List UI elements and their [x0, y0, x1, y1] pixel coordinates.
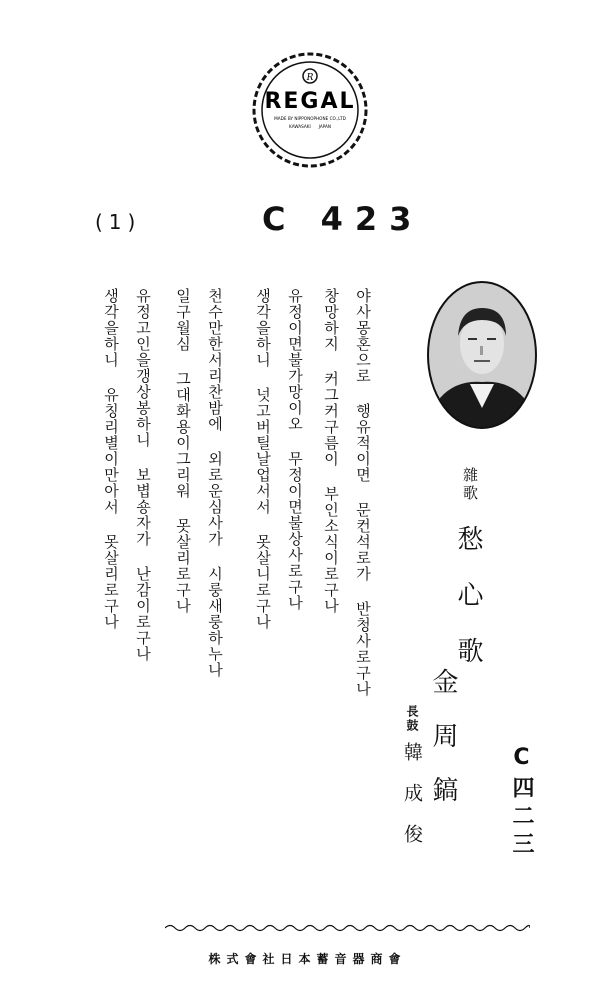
lyric-line-2: 창망하지 커그커구름이 부인소식이로구나	[322, 288, 340, 614]
drummer-name: 韓成俊	[401, 742, 423, 865]
genre-label: 雜歌	[461, 467, 479, 503]
logo-brand: REGAL	[264, 89, 356, 114]
catalog-number: C 423	[262, 200, 424, 238]
lyric-line-7: 유정고인을갱상봉하니 보볍숑자가 난감이로구나	[134, 288, 152, 662]
lyric-line-3: 유정이면불가망이오 무정이면불상사로구나	[286, 288, 304, 611]
footer-wavy-rule	[165, 922, 530, 934]
singer-portrait	[426, 280, 538, 430]
publisher-footer: 株式會社日本蓄音器商會	[208, 952, 407, 966]
logo-place: KAWASAKI JAPAN	[289, 124, 331, 129]
regal-logo	[250, 50, 370, 170]
page-number: (1)	[95, 210, 142, 234]
instrument-label: 長鼓	[405, 705, 419, 733]
logo-subline: MADE BY NIPPONOPHONE CO.,LTD	[274, 116, 346, 121]
lyric-line-5: 천수만한서리찬밤에 외로운심사가 시룽새룽하누나	[206, 288, 224, 678]
song-title: 愁心歌	[453, 525, 483, 693]
catalog-number-vertical: C四二三	[509, 745, 534, 860]
svg-text:R: R	[306, 73, 314, 83]
singer-name: 金周鎬	[428, 668, 458, 830]
lyric-line-6: 일구월심 그대화용이그리워 못살리로구나	[174, 288, 192, 614]
lyric-line-1: 야사몽혼으로 행유적이면 문컨석로가 반청사로구나	[354, 288, 372, 697]
lyric-line-8: 생각을하니 유칭리별이만아서 못살리로구나	[102, 288, 120, 630]
lyric-line-4: 생각을하니 넛고버틸날업서서 못살니로구나	[254, 288, 272, 630]
